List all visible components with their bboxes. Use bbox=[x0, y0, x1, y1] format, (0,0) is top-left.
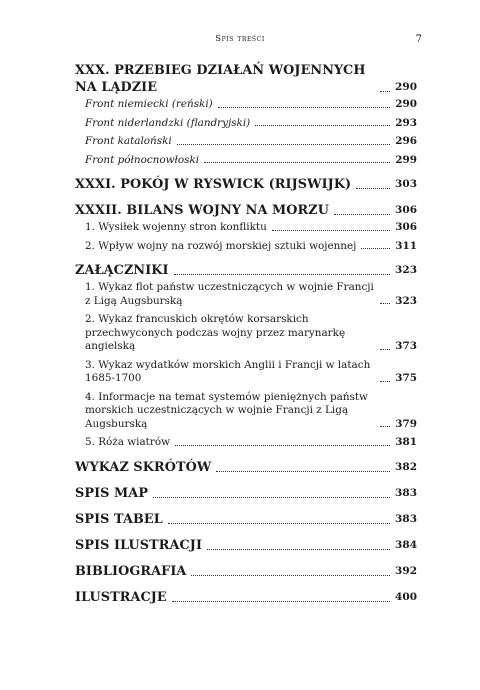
dot-leader bbox=[177, 144, 390, 145]
toc-section bbox=[75, 240, 417, 254]
page-number: 7 bbox=[415, 34, 422, 45]
toc-chapter bbox=[75, 485, 417, 502]
toc-chapter bbox=[75, 459, 417, 476]
toc-section bbox=[75, 135, 417, 149]
toc-entry-page: 382 bbox=[395, 460, 418, 473]
dot-leader bbox=[255, 125, 390, 126]
toc-entry-title: ZAŁĄCZNIKI bbox=[75, 263, 169, 278]
toc-entry-page: 306 bbox=[395, 221, 417, 233]
toc-chapter bbox=[75, 563, 417, 580]
toc-section bbox=[75, 436, 417, 450]
toc-entry-page: 290 bbox=[395, 81, 418, 93]
toc-entry-page: 379 bbox=[395, 417, 417, 430]
toc-entry-page: 400 bbox=[395, 590, 418, 603]
page-header bbox=[0, 34, 480, 48]
toc-entry-title: 4. Informacje na temat systemów pieniężnych państw morskich uczestniczących w wojnie Francji z Ligą Augsburską bbox=[85, 390, 368, 430]
dot-leader bbox=[175, 445, 390, 446]
toc-entry-title: XXX. PRZEBIEG DZIAŁAŃ WOJENNYCH NA LĄDZIE bbox=[75, 63, 366, 95]
toc-chapter bbox=[75, 262, 417, 279]
toc-entry-title: SPIS MAP bbox=[75, 485, 149, 501]
toc-entry-title: 1. Wysiłek wojenny stron konfliktu bbox=[85, 221, 267, 233]
toc-entry-title: Front północnowłoski bbox=[85, 153, 200, 166]
toc-chapter bbox=[75, 176, 417, 193]
toc-entry-title: BIBLIOGRAFIA bbox=[75, 563, 187, 579]
toc-entry-page: 306 bbox=[395, 204, 418, 216]
toc-entry-title: XXXI. POKÓJ W RYSWICK (RIJSWIJK) bbox=[75, 177, 352, 192]
toc-entry-title: XXXII. BILANS WOJNY NA MORZU bbox=[75, 203, 329, 218]
dot-leader bbox=[361, 248, 390, 249]
toc-entry-page: 299 bbox=[395, 153, 417, 166]
dot-leader bbox=[272, 230, 390, 231]
toc-entry-title: SPIS ILUSTRACJI bbox=[75, 537, 203, 553]
toc-chapter bbox=[75, 537, 417, 554]
toc-entry-page: 323 bbox=[395, 264, 418, 276]
dot-leader bbox=[153, 497, 390, 498]
toc-entry-title: 2. Wykaz francuskich okrętów korsarskich przechwyconych podczas wojny przez marynarkę angielską bbox=[85, 313, 346, 352]
running-title: Spis treści bbox=[215, 34, 265, 44]
toc-entry-title: Front kataloński bbox=[85, 135, 172, 147]
toc-section bbox=[75, 359, 417, 386]
toc-entry-page: 381 bbox=[395, 436, 417, 448]
dot-leader bbox=[174, 274, 390, 275]
dot-leader bbox=[356, 188, 390, 189]
dot-leader bbox=[380, 349, 390, 350]
toc-entry-page: 290 bbox=[395, 98, 417, 110]
toc-section bbox=[75, 98, 417, 112]
toc-entry-title: WYKAZ SKRÓTÓW bbox=[75, 459, 212, 475]
dot-leader bbox=[172, 601, 390, 602]
toc-entry-page: 392 bbox=[395, 564, 418, 577]
dot-leader bbox=[380, 303, 390, 304]
toc-entry-page: 383 bbox=[395, 486, 418, 499]
toc-entry-page: 375 bbox=[395, 372, 417, 384]
toc-section bbox=[75, 391, 417, 432]
toc-entry-title: ILUSTRACJE bbox=[75, 589, 167, 605]
toc-entry-title: Front niderlandzki (flandryjski) bbox=[85, 116, 251, 129]
toc-chapter bbox=[75, 511, 417, 528]
toc-entry-title: SPIS TABEL bbox=[75, 511, 163, 527]
dot-leader bbox=[380, 381, 390, 382]
toc-chapter bbox=[75, 62, 417, 96]
toc-section bbox=[75, 154, 417, 168]
dot-leader bbox=[216, 471, 390, 472]
toc-entry-page: 296 bbox=[395, 135, 417, 147]
toc-section bbox=[75, 281, 417, 308]
toc-entry-title: 2. Wpływ wojny na rozwój morskiej sztuki wojennej bbox=[85, 239, 357, 252]
toc-section bbox=[75, 221, 417, 235]
toc-entry-page: 373 bbox=[395, 340, 417, 352]
toc-entry-page: 323 bbox=[395, 294, 417, 307]
toc-entry-page: 293 bbox=[395, 116, 417, 129]
dot-leader bbox=[207, 549, 390, 550]
toc-entry-title: Front niemiecki (reński) bbox=[85, 98, 213, 110]
dot-leader bbox=[380, 91, 390, 92]
dot-leader bbox=[168, 523, 390, 524]
toc-entry-page: 311 bbox=[395, 239, 417, 252]
toc-entry-title: 3. Wykaz wydatków morskich Anglii i Francji w latach 1685-1700 bbox=[85, 358, 371, 384]
toc-entry-page: 384 bbox=[395, 538, 418, 551]
toc-section bbox=[75, 313, 417, 354]
dot-leader bbox=[380, 426, 390, 427]
toc-entry-title: 1. Wykaz flot państw uczestniczących w wojnie Francji z Ligą Augsburską bbox=[85, 281, 374, 307]
dot-leader bbox=[191, 575, 390, 576]
table-of-contents bbox=[75, 62, 417, 606]
toc-entry-title: 5. Róża wiatrów bbox=[85, 436, 170, 448]
dot-leader bbox=[204, 162, 390, 163]
dot-leader bbox=[334, 214, 390, 215]
toc-chapter bbox=[75, 202, 417, 219]
toc-section bbox=[75, 117, 417, 131]
toc-entry-page: 383 bbox=[395, 512, 418, 525]
toc-chapter bbox=[75, 589, 417, 606]
dot-leader bbox=[218, 107, 390, 108]
toc-entry-page: 303 bbox=[395, 178, 418, 190]
